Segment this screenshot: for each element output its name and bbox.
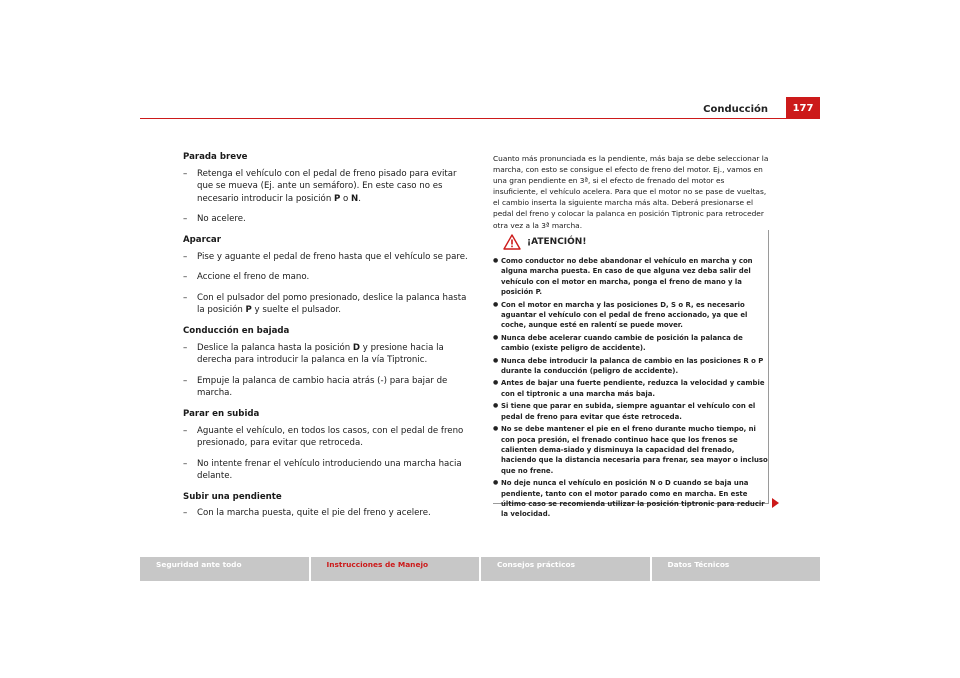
footer-tab-seguridad[interactable]: Seguridad ante todo xyxy=(140,557,309,581)
warning-list xyxy=(493,254,768,520)
warning-item: ● Si tiene que parar en subida, siempre aguantar el vehículo con el pedal de freno para evitar que éste retroceda. xyxy=(493,401,768,422)
section-title-parar-subida: Parar en subida xyxy=(183,408,260,419)
footer-nav xyxy=(140,557,820,581)
list-item: – No acelere. xyxy=(183,213,473,226)
footer-tab-datos[interactable]: Datos Técnicos xyxy=(652,557,821,581)
section-title-parada-breve: Parada breve xyxy=(183,152,248,162)
warning-box xyxy=(493,230,769,519)
section-title-aparcar: Aparcar xyxy=(183,234,221,245)
list-item: – Aguante el vehículo, en todos los casos, con el pedal de freno presionado, para evitar que retroceda. xyxy=(183,425,473,450)
list-item: – Retenga el vehículo con el pedal de freno pisado para evitar que se mueva (Ej. ante un semáforo). En este caso no es necesario introducir la posición P o N. xyxy=(183,168,473,206)
position-key: D xyxy=(352,342,361,353)
intro-paragraph: Cuanto más pronunciada es la pendiente, más baja se debe seleccionar la marcha, con esto se consigue el efecto de freno del motor. Ej., vamos en una gran pendiente en 3ª, si el efecto de frenado del motor es insuficiente, el vehículo acelera. Para que el motor no se pase de vueltas, el cambio inserta la siguiente marcha más alta. Deberá presionarse el pedal del freno y colocar la palanca en posición Tiptronic para retroceder otra vez a la 3ª marcha. xyxy=(493,154,769,230)
warning-item: ● No se debe mantener el pie en el freno durante mucho tiempo, ni con poca presión, el frenado continuo hace que los frenos se calienten dema-siado y disminuya la capacidad del frenado, haciendo que la distancia necesaria para frenar, sea mayor o incluso que no frene. xyxy=(493,424,768,476)
list-item: – Con el pulsador del pomo presionado, deslice la palanca hasta la posición P y suelte el pulsador. xyxy=(183,292,473,317)
position-key: P xyxy=(334,193,341,204)
warning-item: ● Nunca debe acelerar cuando cambie de posición la palanca de cambio (existe peligro de accidente). xyxy=(493,333,768,354)
warning-item: ● Con el motor en marcha y las posiciones D, S o R, es necesario aguantar el vehículo con el pedal de freno accionado, ya que el coche, aunque esté en ralentí se puede mover. xyxy=(493,300,768,331)
list-item: – Con la marcha puesta, quite el pie del freno y acelere. xyxy=(183,507,473,520)
position-key: P xyxy=(245,305,252,316)
warning-triangle-icon xyxy=(503,234,521,250)
position-key: N xyxy=(351,193,359,204)
list-item: – No intente frenar el vehículo introduciendo una marcha hacia delante. xyxy=(183,458,473,483)
section-title-subir-pendiente: Subir una pendiente xyxy=(183,491,282,502)
warning-item: ● Nunca debe introducir la palanca de cambio en las posiciones R o P durante la conducción (peligro de accidente). xyxy=(493,356,768,377)
footer-tab-consejos[interactable]: Consejos prácticos xyxy=(481,557,650,581)
warning-title: ¡ATENCIÓN! xyxy=(527,237,587,247)
list-item: – Pise y aguante el pedal de freno hasta que el vehículo se pare. xyxy=(183,251,473,264)
warning-item: ● Como conductor no debe abandonar el vehículo en marcha y con alguna marcha puesta. En caso de que alguna vez deba salir del vehículo con el motor en marcha, ponga el freno de mano y la posición P. xyxy=(493,256,768,298)
warning-item: ● Antes de bajar una fuerte pendiente, reduzca la velocidad y cambie con el tiptronic a una marcha más baja. xyxy=(493,378,768,399)
list-item: – Empuje la palanca de cambio hacia atrás (-) para bajar de marcha. xyxy=(183,375,473,400)
warning-header xyxy=(493,230,768,254)
continue-arrow-icon xyxy=(772,498,779,508)
header-rule xyxy=(140,118,820,119)
footer-tab-instrucciones[interactable]: Instrucciones de Manejo xyxy=(311,557,480,581)
list-item: – Accione el freno de mano. xyxy=(183,271,473,284)
page-number-badge: 177 xyxy=(786,97,820,119)
chapter-title: Conducción xyxy=(703,104,768,115)
list-item: – Deslice la palanca hasta la posición D y presione hacia la derecha para introducir la palanca en la vía Tiptronic. xyxy=(183,342,473,367)
warning-item: ● No deje nunca el vehículo en posición N o D cuando se baja una pendiente, tanto con el motor parado como en marcha. En este último caso se recomienda utilizar la posición tiptronic para reducir la velocidad. xyxy=(493,478,768,520)
left-column xyxy=(183,151,473,528)
section-title-conduccion-bajada: Conducción en bajada xyxy=(183,325,290,336)
